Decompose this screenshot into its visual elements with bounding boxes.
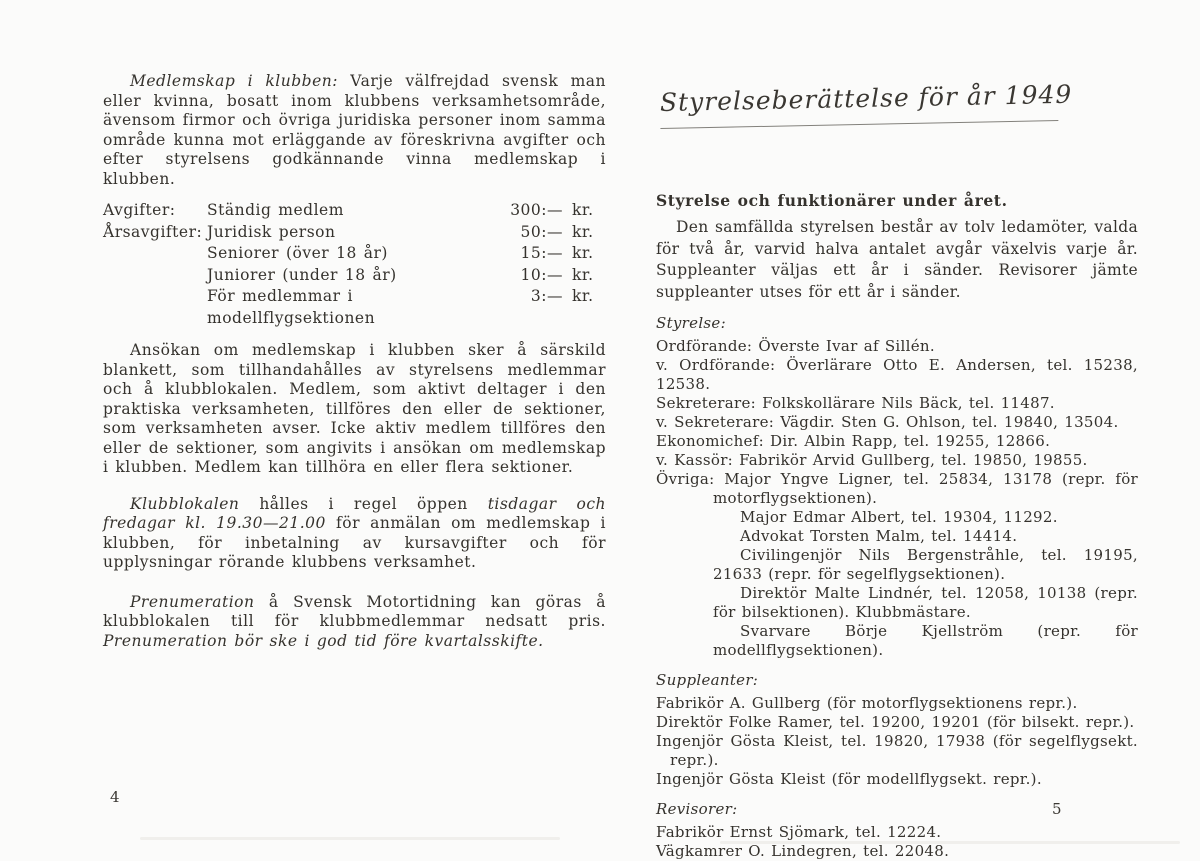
- list-entry: Direktör Folke Ramer, tel. 19200, 19201 (för bilsekt. repr.).: [656, 713, 1135, 731]
- section-heading: Styrelse och funktionärer under året.: [656, 191, 1008, 210]
- list-entry: Direktör Malte Lindnér, tel. 12058, 10138 (repr. för bilsektionen). Klubbmästare.: [713, 584, 1138, 621]
- fee-table: [103, 200, 606, 329]
- list-entry: Fabrikör Ernst Sjömark, tel. 12224.: [656, 823, 942, 841]
- page-number-left: 4: [110, 788, 120, 806]
- styrelse-list: [656, 337, 1138, 660]
- text-segment: Varje välfrejdad svensk man eller kvinna, bosatt inom klubbens verksamhetsområde, ävensom firmor och övriga juridiska personer inom samma område kunna mot erläggande av föreskrivna avgifter och efter styrelsens godkännande vinna medlemskap i klubben.: [103, 72, 606, 188]
- fee-value: 15:—: [520, 244, 563, 262]
- scan-artifact: [823, 38, 835, 56]
- fee-row: [103, 200, 606, 222]
- subheading-revisorer: Revisorer:: [656, 800, 738, 818]
- list-entry: Fabrikör A. Gullberg (för motorflygsektionens repr.).: [656, 694, 1078, 712]
- left-page: [103, 72, 606, 651]
- list-entry: Advokat Torsten Malm, tel. 14414.: [740, 527, 1018, 545]
- fee-unit: kr.: [572, 265, 594, 284]
- fee-label: Årsavgifter:: [103, 222, 203, 241]
- list-entry: Ingenjör Gösta Kleist (för modellflygsekt. repr.).: [656, 770, 1042, 788]
- list-entry: v. Sekreterare: Vägdir. Sten G. Ohlson, tel. 19840, 13504.: [656, 413, 1119, 431]
- fee-unit: kr.: [572, 244, 594, 262]
- paragraph-board-intro: Den samfällda styrelsen består av tolv ledamöter, valda för två år, varvid halva antalet avgår växelvis varje år. Suppleanter väljas ett år i sänder. Revisorer jämte suppleanter utses för ett år i sänder.: [656, 218, 1138, 301]
- list-entry: v. Kassör: Fabrikör Arvid Gullberg, tel. 19850, 19855.: [656, 451, 1088, 469]
- fee-item: Juniorer (under 18 år): [207, 265, 397, 284]
- fee-item: Juridisk person: [207, 222, 336, 241]
- fee-row: [103, 222, 606, 244]
- text-segment: Medlemskap i klubben:: [130, 72, 338, 90]
- fee-label: [103, 286, 207, 329]
- text-segment: Klubblokalen: [130, 494, 240, 513]
- chapter-title-block: [659, 79, 1073, 129]
- text-segment: hålles i regel öppen: [239, 494, 488, 513]
- fee-value: 50:—: [520, 222, 563, 241]
- scan-artifact: [378, 31, 388, 48]
- list-entry: Ingenjör Gösta Kleist, tel. 19820, 17938 (för segelflygsekt. repr.).: [656, 732, 1138, 769]
- fee-unit: kr.: [572, 222, 594, 241]
- subheading-styrelse: Styrelse:: [656, 314, 726, 332]
- paragraph-subscription: [103, 593, 606, 652]
- list-entry: Övriga: Major Yngve Ligner, tel. 25834, 13178 (repr. för motorflygsektionen).: [656, 470, 1138, 507]
- text-segment: tisdagar och fredagar kl. 19.30—21.00: [103, 494, 606, 532]
- list-entry: Sekreterare: Folkskollärare Nils Bäck, tel. 11487.: [656, 394, 1055, 412]
- fee-label: [103, 243, 207, 265]
- fee-unit: kr.: [572, 287, 594, 305]
- scan-artifact: [739, 36, 751, 54]
- fee-label: [103, 265, 207, 287]
- list-entry: Major Edmar Albert, tel. 19304, 11292.: [740, 508, 1058, 526]
- fee-value: 3:—: [530, 287, 563, 305]
- scan-artifact: [140, 837, 560, 840]
- fee-row: [103, 286, 606, 329]
- title-rule: [660, 120, 1058, 129]
- scan-artifact: [463, 33, 474, 51]
- text-segment: Prenumeration bör ske i god tid före kvartalsskifte.: [103, 631, 544, 650]
- paragraph-membership: [103, 72, 606, 189]
- paragraph-application: Ansökan om medlemskap i klubben sker å särskild blankett, som tillhandahålles av styrelsens medlemmar och å klubblokalen. Medlem, som aktivt deltager i den praktiska verksamheten, tillföres den eller de sektioner, som verksamheten avser. Icke aktiv medlem tillföres den eller de sektioner, som angivits i ansökan om medlemskap i klubben. Medlem kan tillhöra en eller flera sektioner.: [103, 341, 606, 476]
- fee-item: För medlemmar i modellflygsektionen: [207, 287, 376, 327]
- list-entry: Civilingenjör Nils Bergenstråhle, tel. 19195, 21633 (repr. för segelflygsektionen).: [713, 546, 1138, 583]
- fee-value: 300:—: [510, 201, 563, 219]
- list-entry: Svarvare Börje Kjellström (repr. för modellflygsektionen).: [713, 622, 1138, 659]
- list-entry: Ordförande: Överste Ivar af Sillén.: [656, 337, 935, 355]
- chapter-title: Styrelseberättelse för år 1949: [659, 79, 1073, 117]
- revisorer-list: [656, 823, 1138, 861]
- fee-item: Seniorer (över 18 år): [207, 244, 388, 262]
- fee-unit: kr.: [572, 201, 594, 219]
- text-segment: Prenumeration: [130, 592, 255, 611]
- fee-item: Ständig medlem: [207, 201, 344, 219]
- list-entry: v. Ordförande: Överlärare Otto E. Andersen, tel. 15238, 12538.: [656, 356, 1138, 393]
- fee-row: [103, 265, 606, 287]
- text-segment: å Svensk Motortidning kan göras å klubblokalen till för klubbmedlemmar nedsatt pris.: [103, 592, 606, 630]
- subheading-suppleanter: Suppleanter:: [656, 671, 759, 689]
- list-entry: Ekonomichef: Dir. Albin Rapp, tel. 19255, 12866.: [656, 432, 1051, 450]
- list-entry: Vägkamrer O. Lindegren, tel. 22048.: [656, 842, 950, 860]
- right-page: [656, 191, 1138, 861]
- suppleanter-list: [656, 694, 1138, 789]
- text-segment: för anmälan om medlemskap i klubben, för inbetalning av kursavgifter och för upplysningar rörande klubbens verksamhet.: [103, 514, 606, 571]
- paragraph-clubhouse: [103, 495, 606, 573]
- fee-label: Avgifter:: [103, 201, 176, 219]
- fee-row: [103, 243, 606, 265]
- page-number-right: 5: [1052, 800, 1062, 818]
- fee-value: 10:—: [520, 265, 563, 284]
